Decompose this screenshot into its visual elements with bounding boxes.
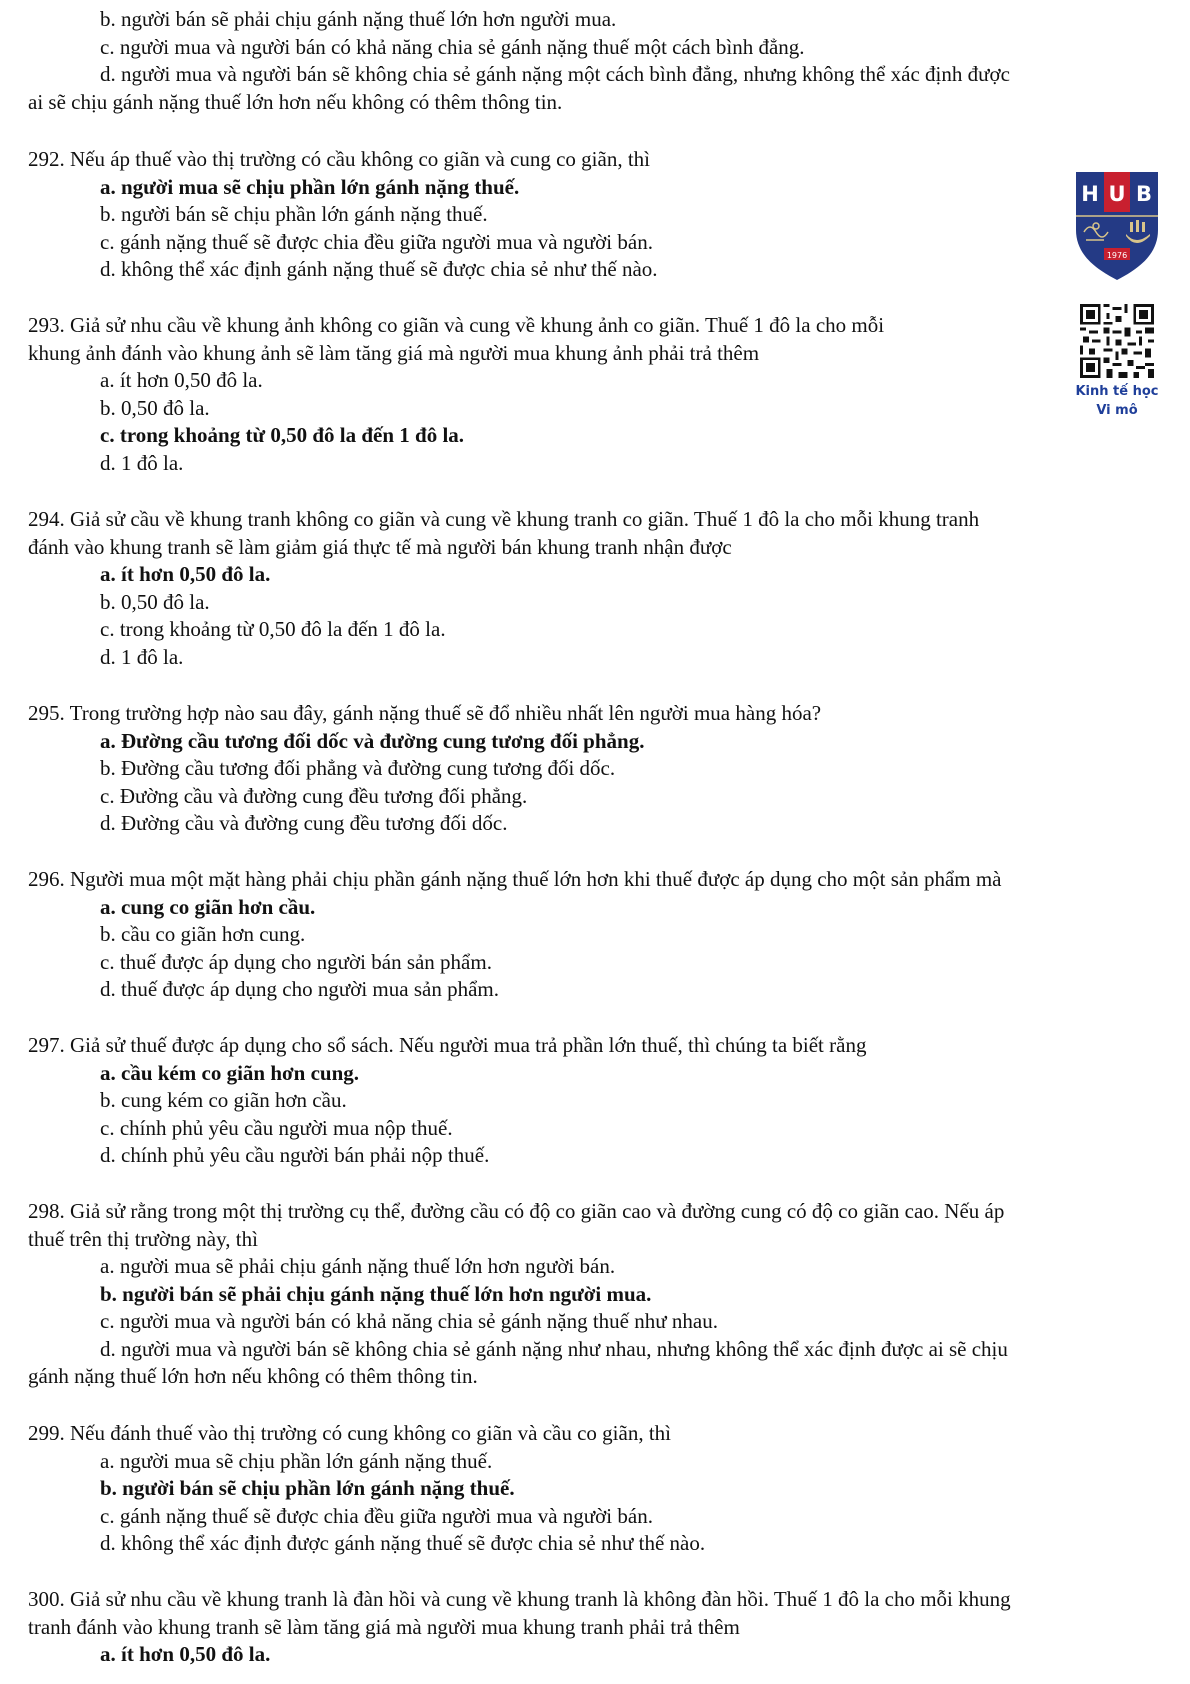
option-b: b. người bán sẽ chịu phần lớn gánh nặng thuế.: [100, 202, 488, 226]
question-296: [28, 866, 1158, 1004]
course-label: Kinh tế học: [1075, 384, 1159, 399]
option-d-continued: ai sẽ chịu gánh nặng thuế lớn hơn nếu không có thêm thông tin.: [28, 89, 563, 114]
question-stem: 299. Nếu đánh thuế vào thị trường có cung không co giãn và cầu co giãn, thì: [28, 1421, 671, 1445]
question-295: [28, 700, 1158, 838]
question-stem: 292. Nếu áp thuế vào thị trường có cầu không co giãn và cung co giãn, thì: [28, 147, 650, 171]
question-stem: 300. Giả sử nhu cầu về khung tranh là đàn hồi và cung về khung tranh là không đàn hồi. Thuế 1 đô la cho mỗi khung: [28, 1587, 1011, 1611]
option-d: d. không thể xác định được gánh nặng thuế sẽ được chia sẻ như thế nào.: [100, 1531, 706, 1555]
option-d: d. thuế được áp dụng cho người mua sản phẩm.: [100, 977, 499, 1001]
option-b: b. người bán sẽ phải chịu gánh nặng thuế lớn hơn người mua.: [100, 7, 617, 31]
option-a-answer: a. cung co giãn hơn cầu.: [100, 894, 316, 919]
qr-code-icon: [1080, 304, 1154, 378]
question-stem-continued: tranh đánh vào khung tranh sẽ làm tăng giá mà người mua khung tranh phải trả thêm: [28, 1614, 740, 1639]
option-d-continued: gánh nặng thuế lớn hơn nếu không có thêm thông tin.: [28, 1364, 478, 1388]
question-stem: 295. Trong trường hợp nào sau đây, gánh nặng thuế sẽ đổ nhiều nhất lên người mua hàng hóa?: [28, 701, 822, 725]
option-c: c. trong khoảng từ 0,50 đô la đến 1 đô la.: [100, 617, 446, 641]
option-a: a. ít hơn 0,50 đô la.: [100, 368, 263, 392]
question-292: [28, 146, 1048, 284]
question-stem: 298. Giả sử rằng trong một thị trường cụ thể, đường cầu có độ co giãn cao và đường cung có độ co giãn cao. Nếu áp: [28, 1199, 1005, 1223]
question-stem: 297. Giả sử thuế được áp dụng cho sổ sách. Nếu người mua trả phần lớn thuế, thì chúng ta biết rằng: [28, 1033, 867, 1057]
option-c: c. gánh nặng thuế sẽ được chia đều giữa người mua và người bán.: [100, 1503, 653, 1528]
option-c: c. người mua và người bán có khả năng chia sẻ gánh nặng thuế như nhau.: [100, 1309, 718, 1333]
question-stem: 294. Giả sử cầu về khung tranh không co giãn và cung về khung tranh co giãn. Thuế 1 đô la cho mỗi khung tranh: [28, 507, 980, 531]
option-b: b. cung kém co giãn hơn cầu.: [100, 1088, 347, 1112]
question-291-tail: [28, 6, 1158, 116]
question-299: [28, 1420, 1158, 1558]
logo-year: 1976: [1106, 251, 1128, 260]
question-stem-continued: thuế trên thị trường này, thì: [28, 1226, 258, 1251]
option-a-answer: a. ít hơn 0,50 đô la.: [100, 1642, 271, 1666]
option-d: d. người mua và người bán sẽ không chia sẻ gánh nặng một cách bình đẳng, nhưng không thể xác định được: [100, 62, 1010, 86]
option-b: b. Đường cầu tương đối phẳng và đường cung tương đối dốc.: [100, 756, 616, 780]
option-c-answer: c. trong khoảng từ 0,50 đô la đến 1 đô la.: [100, 423, 465, 447]
hub-shield-logo-icon: [1074, 170, 1160, 282]
option-d: d. Đường cầu và đường cung đều tương đối dốc.: [100, 811, 508, 835]
option-c: c. Đường cầu và đường cung đều tương đối phẳng.: [100, 783, 528, 808]
option-c: c. chính phủ yêu cầu người mua nộp thuế.: [100, 1115, 453, 1140]
logo-letter-h: H: [1081, 182, 1099, 206]
option-a-answer: a. Đường cầu tương đối dốc và đường cung tương đối phẳng.: [100, 728, 645, 753]
option-a: a. người mua sẽ phải chịu gánh nặng thuế lớn hơn người bán.: [100, 1254, 616, 1278]
option-a-answer: a. người mua sẽ chịu phần lớn gánh nặng thuế.: [100, 174, 520, 199]
option-b-answer: b. người bán sẽ phải chịu gánh nặng thuế lớn hơn người mua.: [100, 1281, 652, 1306]
option-b-answer: b. người bán sẽ chịu phần lớn gánh nặng thuế.: [100, 1476, 515, 1500]
option-b: b. 0,50 đô la.: [100, 395, 210, 420]
logo-letter-u: U: [1108, 182, 1126, 206]
option-b: b. 0,50 đô la.: [100, 589, 210, 614]
option-b: b. cầu co giãn hơn cung.: [100, 922, 306, 946]
option-d: d. chính phủ yêu cầu người bán phải nộp thuế.: [100, 1143, 490, 1167]
question-293: [28, 312, 1048, 477]
option-c: c. gánh nặng thuế sẽ được chia đều giữa người mua và người bán.: [100, 229, 653, 254]
logo-letter-b: B: [1135, 182, 1153, 206]
question-300: [28, 1586, 1158, 1669]
question-stem: 293. Giả sử nhu cầu về khung ảnh không co giãn và cung về khung ảnh co giãn. Thuế 1 đô la cho mỗi: [28, 313, 885, 337]
option-a-answer: a. cầu kém co giãn hơn cung.: [100, 1060, 359, 1085]
option-d: d. người mua và người bán sẽ không chia sẻ gánh nặng như nhau, nhưng không thể xác định được ai sẽ chịu: [100, 1336, 1008, 1361]
question-294: [28, 506, 1158, 671]
option-d: d. 1 đô la.: [100, 450, 184, 475]
course-sublabel: Vi mô: [1096, 403, 1138, 418]
option-c: c. thuế được áp dụng cho người bán sản phẩm.: [100, 949, 492, 974]
option-d: d. 1 đô la.: [100, 644, 184, 669]
question-298: [28, 1198, 1158, 1391]
question-stem-continued: đánh vào khung tranh sẽ làm giảm giá thực tế mà người bán khung tranh nhận được: [28, 534, 732, 559]
question-stem-continued: khung ảnh đánh vào khung ảnh sẽ làm tăng giá mà người mua khung ảnh phải trả thêm: [28, 340, 760, 365]
option-c: c. người mua và người bán có khả năng chia sẻ gánh nặng thuế một cách bình đẳng.: [100, 34, 805, 59]
question-stem: 296. Người mua một mặt hàng phải chịu phần gánh nặng thuế lớn hơn khi thuế được áp dụng cho một sản phẩm mà: [28, 867, 1002, 891]
option-a-answer: a. ít hơn 0,50 đô la.: [100, 562, 271, 586]
question-297: [28, 1032, 1158, 1170]
option-d: d. không thể xác định gánh nặng thuế sẽ được chia sẻ như thế nào.: [100, 257, 658, 281]
option-a: a. người mua sẽ chịu phần lớn gánh nặng thuế.: [100, 1448, 493, 1473]
